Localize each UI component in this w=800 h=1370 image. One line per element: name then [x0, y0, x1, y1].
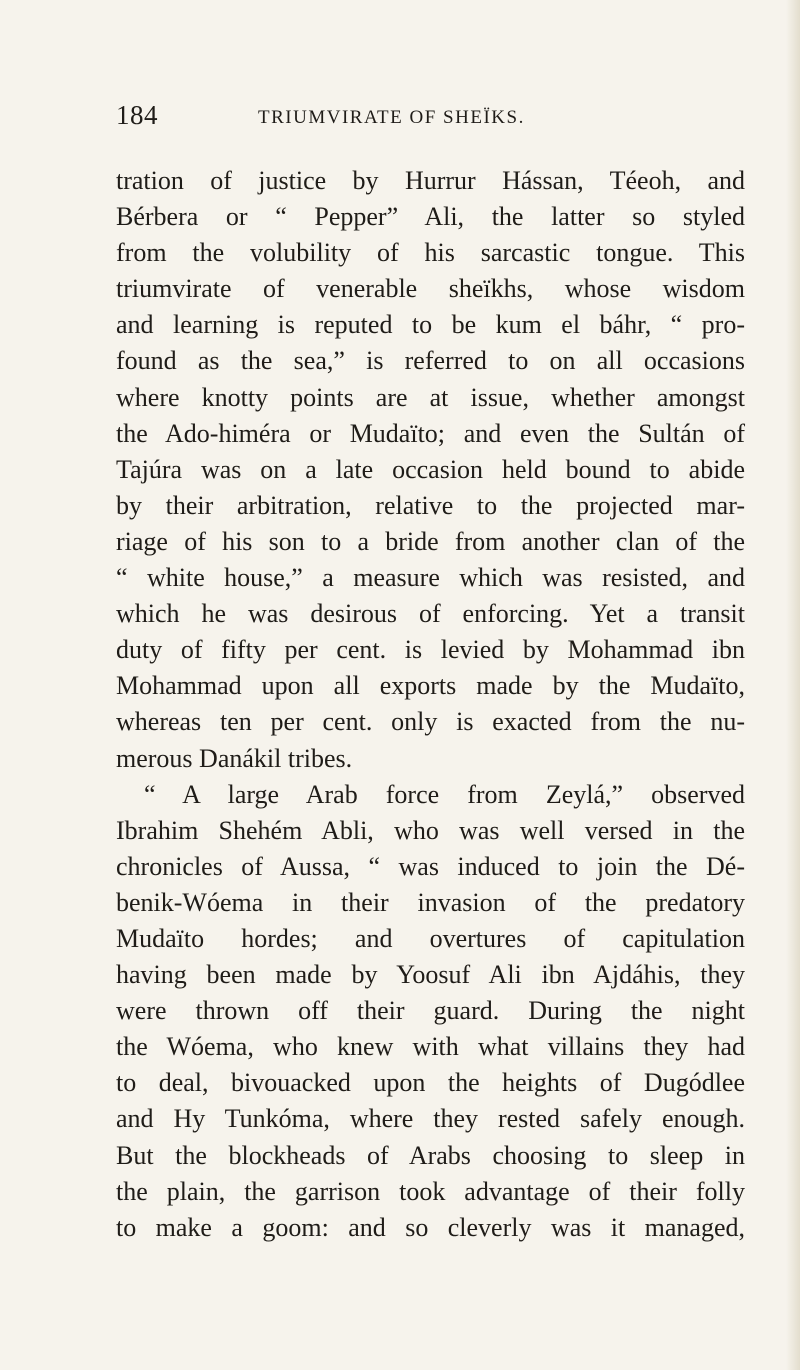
text-line: to deal, bivouacked upon the heights of Dugódlee — [116, 1068, 745, 1098]
text-line: Tajúra was on a late occasion held bound to abide — [116, 454, 745, 484]
text-line: triumvirate of venerable sheïkhs, whose wisdom — [116, 274, 745, 304]
text-line: the Wóema, who knew with what villains they had — [116, 1032, 745, 1062]
text-line: by their arbitration, relative to the projected mar- — [116, 490, 745, 520]
text-line: benik-Wóema in their invasion of the predatory — [116, 887, 745, 917]
text-line: having been made by Yoosuf Ali ibn Ajdáhis, they — [116, 960, 745, 990]
text-line: “ white house,” a measure which was resisted, and — [116, 563, 745, 593]
text-line: duty of fifty per cent. is levied by Mohammad ibn — [116, 635, 745, 665]
text-line: whereas ten per cent. only is exacted from the nu- — [116, 707, 745, 737]
text-line: “ A large Arab force from Zeylá,” observed — [144, 779, 745, 809]
text-line: were thrown off their guard. During the night — [116, 996, 745, 1026]
text-line: and Hy Tunkóma, where they rested safely enough. — [116, 1104, 745, 1134]
text-line: tration of justice by Hurrur Hássan, Téeoh, and — [116, 166, 745, 195]
text-line: the Ado-himéra or Mudaïto; and even the Sultán of — [116, 418, 745, 448]
text-line: merous Danákil tribes. — [116, 743, 353, 773]
text-line: Mohammad upon all exports made by the Mudaïto, — [116, 671, 745, 701]
page-edge-shadow — [786, 0, 800, 1370]
page-number: 184 — [116, 100, 158, 130]
text-line: which he was desirous of enforcing. Yet a transit — [116, 599, 745, 629]
text-line: and learning is reputed to be kum el báhr, “ pro- — [116, 310, 745, 340]
text-line: But the blockheads of Arabs choosing to sleep in — [116, 1140, 745, 1170]
running-head: TRIUMVIRATE OF SHEÏKS. — [258, 107, 525, 128]
text-line: riage of his son to a bride from another clan of the — [116, 526, 745, 556]
text-line: where knotty points are at issue, whether amongst — [116, 382, 745, 412]
page-header — [116, 100, 746, 150]
text-line: the plain, the garrison took advantage of their folly — [116, 1176, 745, 1206]
text-line: Ibrahim Shehém Abli, who was well versed in the — [116, 815, 745, 845]
text-line: from the volubility of his sarcastic tongue. This — [116, 238, 745, 268]
text-line: chronicles of Aussa, “ was induced to join the Dé- — [116, 851, 745, 881]
text-line: found as the sea,” is referred to on all occasions — [116, 346, 745, 376]
body-text — [116, 163, 745, 1246]
text-line: Bérbera or “ Pepper” Ali, the latter so styled — [116, 202, 745, 232]
text-line: to make a goom: and so cleverly was it managed, — [116, 1212, 745, 1242]
text-line: Mudaïto hordes; and overtures of capitulation — [116, 923, 745, 953]
